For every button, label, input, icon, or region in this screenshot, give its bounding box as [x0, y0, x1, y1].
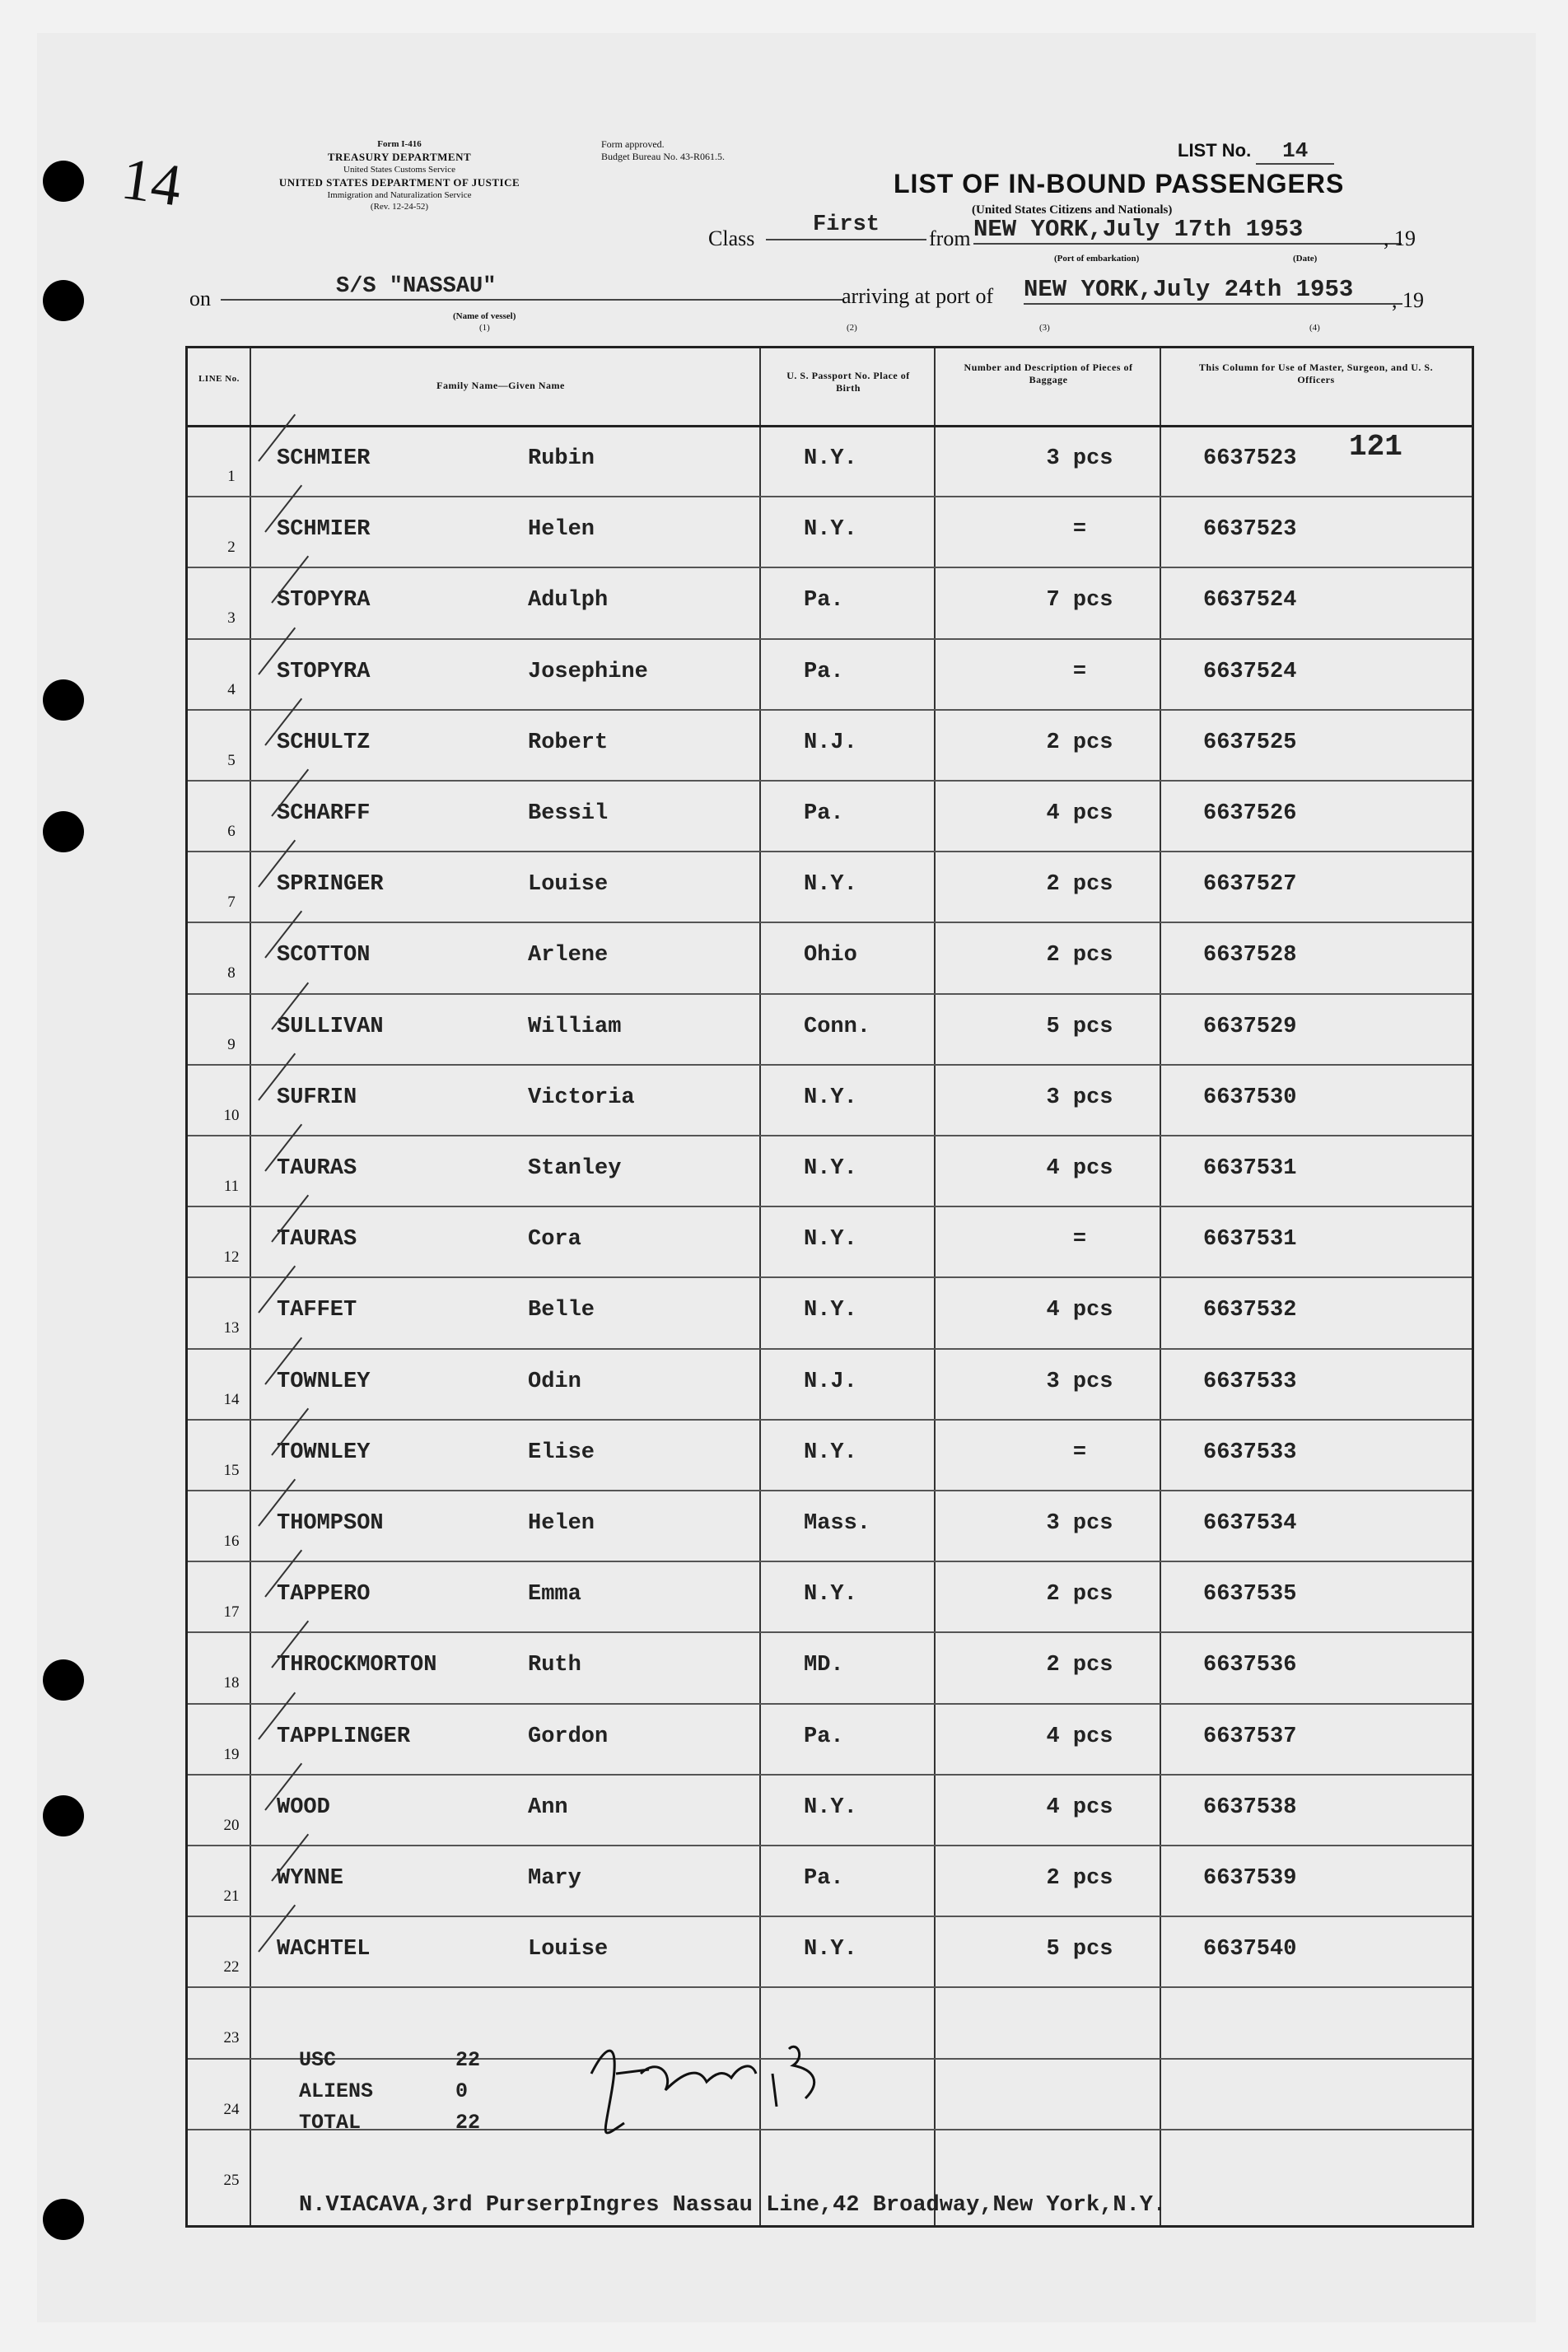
- baggage-pieces: 3 pcs: [1046, 1085, 1113, 1110]
- class-value: First: [766, 212, 926, 240]
- given-name: Arlene: [528, 943, 609, 968]
- table-row: [188, 567, 1472, 637]
- totals-block: [299, 2045, 480, 2139]
- baggage-pieces: 3 pcs: [1046, 446, 1113, 471]
- arriving-label: arriving at port of: [842, 284, 994, 308]
- officer-number: 6637524: [1203, 588, 1297, 614]
- vessel-caption-num: (1): [479, 323, 490, 333]
- place-of-birth: Conn.: [804, 1014, 871, 1039]
- embark-value: NEW YORK,July 17th 1953: [973, 216, 1402, 245]
- table-row: [188, 1703, 1472, 1774]
- punch-hole: [43, 1659, 84, 1701]
- punch-hole: [43, 161, 84, 202]
- caption-2: (2): [847, 323, 857, 333]
- line-number: 8: [227, 964, 236, 982]
- budget-text: Budget Bureau No. 43-R061.5.: [601, 151, 725, 162]
- line-number: 25: [223, 2171, 240, 2189]
- col-head-baggage: Number and Description of Pieces of Baggage: [964, 362, 1133, 385]
- family-name: SCOTTON: [277, 943, 371, 968]
- officer-number: 6637530: [1203, 1085, 1297, 1110]
- officer-number: 6637534: [1203, 1511, 1297, 1536]
- given-name: Belle: [528, 1298, 595, 1323]
- on-label: on: [189, 287, 211, 310]
- officer-number: 6637533: [1203, 1369, 1297, 1394]
- line-number: 12: [223, 1248, 240, 1267]
- officer-number: 6637531: [1203, 1156, 1297, 1181]
- place-of-birth: Mass.: [804, 1511, 871, 1536]
- place-of-birth: Pa.: [804, 659, 844, 684]
- line-number: 2: [227, 539, 236, 557]
- line-number: 5: [227, 751, 236, 769]
- officer-number: 6637531: [1203, 1227, 1297, 1253]
- family-name: THOMPSON: [277, 1511, 384, 1536]
- place-of-birth: N.Y.: [804, 1582, 857, 1608]
- list-no-label: LIST No.: [1178, 140, 1252, 161]
- col-head-passport: U. S. Passport No. Place of Birth: [786, 370, 910, 394]
- given-name: Adulph: [528, 588, 609, 614]
- table-row: [188, 1419, 1472, 1490]
- line-number: 24: [223, 2100, 240, 2118]
- handwritten-list-ref: 14: [117, 145, 186, 219]
- vessel-caption: (Name of vessel): [453, 311, 516, 321]
- vessel-value: S/S "NASSAU": [221, 274, 842, 301]
- officer-number: 6637523: [1203, 446, 1297, 471]
- place-of-birth: N.Y.: [804, 1156, 857, 1181]
- line-number: 11: [223, 1178, 240, 1195]
- punch-hole: [43, 1795, 84, 1836]
- baggage-pieces: =: [1072, 1440, 1087, 1465]
- officer-number: 6637528: [1203, 943, 1297, 968]
- place-of-birth: Ohio: [804, 943, 857, 968]
- place-of-birth: N.Y.: [804, 1440, 857, 1465]
- officer-number: 6637524: [1203, 659, 1297, 684]
- table-row: [188, 638, 1472, 709]
- table-row: [188, 1916, 1472, 1986]
- place-of-birth: Pa.: [804, 801, 844, 826]
- baggage-pieces: 3 pcs: [1046, 1511, 1113, 1536]
- officer-number: 6637523: [1203, 517, 1297, 543]
- place-of-birth: N.Y.: [804, 446, 857, 471]
- line-number: 4: [227, 680, 236, 698]
- table-row: [188, 1276, 1472, 1347]
- baggage-pieces: 4 pcs: [1046, 1156, 1113, 1181]
- table-row: [188, 709, 1472, 780]
- officer-number: 6637540: [1203, 1937, 1297, 1962]
- family-name: TAFFET: [277, 1298, 357, 1323]
- line-number: 23: [223, 2029, 240, 2047]
- caption-4: (4): [1309, 323, 1320, 333]
- officer-number: 6637536: [1203, 1653, 1297, 1678]
- line-number: 18: [223, 1674, 240, 1692]
- family-name: SCHULTZ: [277, 730, 371, 755]
- table-row: [188, 1064, 1472, 1135]
- place-of-birth: N.Y.: [804, 1794, 857, 1820]
- family-name: SULLIVAN: [277, 1014, 384, 1039]
- line-number: 17: [223, 1603, 240, 1622]
- line-number: 21: [223, 1888, 240, 1905]
- officer-number: 6637532: [1203, 1298, 1297, 1323]
- officer-number: 6637539: [1203, 1866, 1297, 1891]
- place-of-birth: N.Y.: [804, 1298, 857, 1323]
- given-name: Louise: [528, 872, 609, 898]
- justice-dept: UNITED STATES DEPARTMENT OF JUSTICE: [278, 176, 520, 189]
- family-name: SCHMIER: [277, 446, 371, 471]
- footer-line: N.VIACAVA,3rd PurserpIngres Nassau Line,42 Broadway,New York,N.Y.: [299, 2193, 1167, 2218]
- baggage-pieces: 2 pcs: [1046, 730, 1113, 755]
- passenger-table: [185, 346, 1474, 2228]
- line-number: 9: [227, 1035, 236, 1053]
- class-label: Class: [708, 226, 755, 250]
- given-name: William: [528, 1014, 622, 1039]
- form-header: [210, 138, 589, 212]
- officer-number: 6637538: [1203, 1794, 1297, 1820]
- given-name: Helen: [528, 1511, 595, 1536]
- line-number: 20: [223, 1816, 240, 1834]
- revision: (Rev. 12-24-52): [370, 202, 429, 212]
- totals-total: TOTAL 22: [299, 2111, 481, 2135]
- family-name: TAPPLINGER: [277, 1724, 411, 1749]
- given-name: Emma: [528, 1582, 581, 1608]
- list-number: [1178, 138, 1334, 165]
- family-name: WYNNE: [277, 1866, 344, 1891]
- arrival-year-suffix: , 19: [1392, 288, 1424, 312]
- given-name: Helen: [528, 517, 595, 543]
- place-of-birth: N.Y.: [804, 517, 857, 543]
- given-name: Bessil: [528, 801, 609, 826]
- baggage-pieces: 2 pcs: [1046, 872, 1113, 898]
- date-caption: (Date): [1293, 254, 1318, 264]
- table-row: [188, 851, 1472, 922]
- port-caption: (Port of embarkation): [1054, 254, 1140, 264]
- officer-number: 6637526: [1203, 801, 1297, 826]
- given-name: Elise: [528, 1440, 595, 1465]
- line-number: 6: [227, 823, 236, 840]
- from-label: from: [929, 226, 971, 250]
- given-name: Ann: [528, 1794, 568, 1820]
- given-name: Odin: [528, 1369, 581, 1394]
- family-name: TAPPERO: [277, 1582, 371, 1608]
- family-name: SPRINGER: [277, 872, 384, 898]
- given-name: Cora: [528, 1227, 581, 1253]
- table-row: [188, 1490, 1472, 1561]
- ins-service: Immigration and Naturalization Service: [327, 190, 472, 200]
- table-row: [188, 1845, 1472, 1916]
- baggage-pieces: =: [1072, 1227, 1087, 1253]
- officer-mark: 121: [1349, 430, 1402, 464]
- punch-hole: [43, 2199, 84, 2240]
- given-name: Ruth: [528, 1653, 581, 1678]
- baggage-pieces: 2 pcs: [1046, 943, 1113, 968]
- punch-hole: [43, 280, 84, 321]
- totals-usc: USC 22: [299, 2048, 481, 2072]
- line-number: 13: [223, 1319, 240, 1337]
- table-row: [188, 1774, 1472, 1845]
- given-name: Robert: [528, 730, 609, 755]
- line-number: 15: [223, 1461, 240, 1479]
- officer-number: 6637533: [1203, 1440, 1297, 1465]
- place-of-birth: N.Y.: [804, 1085, 857, 1110]
- signature: [575, 2024, 838, 2148]
- given-name: Josephine: [528, 659, 648, 684]
- line-number: 3: [227, 609, 236, 628]
- table-row: [188, 780, 1472, 851]
- line-number: 7: [227, 894, 236, 912]
- line-number: 14: [223, 1390, 240, 1408]
- form-number: Form I-416: [377, 139, 422, 149]
- baggage-pieces: 4 pcs: [1046, 1298, 1113, 1323]
- family-name: TOWNLEY: [277, 1369, 371, 1394]
- table-row: [188, 993, 1472, 1064]
- table-row: [188, 425, 1472, 496]
- officer-number: 6637537: [1203, 1724, 1297, 1749]
- baggage-pieces: 7 pcs: [1046, 588, 1113, 614]
- place-of-birth: Pa.: [804, 588, 844, 614]
- given-name: Mary: [528, 1866, 581, 1891]
- family-name: SCHARFF: [277, 801, 371, 826]
- place-of-birth: Pa.: [804, 1866, 844, 1891]
- family-name: TOWNLEY: [277, 1440, 371, 1465]
- given-name: Gordon: [528, 1724, 609, 1749]
- place-of-birth: N.J.: [804, 1369, 857, 1394]
- place-of-birth: N.Y.: [804, 872, 857, 898]
- given-name: Rubin: [528, 446, 595, 471]
- line-number: 10: [223, 1106, 240, 1124]
- totals-aliens: ALIENS 0: [299, 2079, 469, 2103]
- caption-3: (3): [1039, 323, 1050, 333]
- family-name: WOOD: [277, 1794, 330, 1820]
- baggage-pieces: =: [1072, 659, 1087, 684]
- baggage-pieces: 2 pcs: [1046, 1866, 1113, 1891]
- family-name: TAURAS: [277, 1156, 357, 1181]
- subtitle: (United States Citizens and Nationals): [972, 203, 1173, 217]
- form-approval: [601, 138, 832, 163]
- line-number: 1: [227, 468, 236, 485]
- baggage-pieces: 2 pcs: [1046, 1653, 1113, 1678]
- officer-number: 6637529: [1203, 1014, 1297, 1039]
- table-row: [188, 1348, 1472, 1419]
- place-of-birth: Pa.: [804, 1724, 844, 1749]
- table-row: [188, 1561, 1472, 1631]
- line-number: 22: [223, 1958, 240, 1976]
- col-head-line: LINE No.: [198, 374, 240, 384]
- from-year-suffix: , 19: [1384, 226, 1416, 250]
- officer-number: 6637535: [1203, 1582, 1297, 1608]
- baggage-pieces: 4 pcs: [1046, 801, 1113, 826]
- arrival-value: NEW YORK,July 24th 1953: [1024, 276, 1402, 305]
- punch-hole: [43, 811, 84, 852]
- family-name: WACHTEL: [277, 1937, 371, 1962]
- place-of-birth: N.J.: [804, 730, 857, 755]
- punch-hole: [43, 679, 84, 721]
- table-row: [188, 1135, 1472, 1206]
- officer-number: 6637527: [1203, 872, 1297, 898]
- baggage-pieces: 5 pcs: [1046, 1937, 1113, 1962]
- baggage-pieces: 4 pcs: [1046, 1794, 1113, 1820]
- table-row: [188, 1631, 1472, 1702]
- family-name: SUFRIN: [277, 1085, 357, 1110]
- treasury-dept: TREASURY DEPARTMENT: [327, 151, 472, 163]
- table-row: [188, 1206, 1472, 1276]
- baggage-pieces: =: [1072, 517, 1087, 543]
- officer-number: 6637525: [1203, 730, 1297, 755]
- given-name: Stanley: [528, 1156, 622, 1181]
- place-of-birth: N.Y.: [804, 1227, 857, 1253]
- family-name: TAURAS: [277, 1227, 357, 1253]
- col-head-name: Family Name—Given Name: [436, 380, 565, 391]
- approved-text: Form approved.: [601, 138, 665, 150]
- given-name: Victoria: [528, 1085, 635, 1110]
- list-no-value: 14: [1256, 138, 1334, 165]
- baggage-pieces: 4 pcs: [1046, 1724, 1113, 1749]
- line-number: 19: [223, 1745, 240, 1763]
- col-head-officers: This Column for Use of Master, Surgeon, and U. S. Officers: [1198, 362, 1434, 385]
- customs-service: United States Customs Service: [343, 165, 455, 175]
- table-row: [188, 496, 1472, 567]
- baggage-pieces: 2 pcs: [1046, 1582, 1113, 1608]
- family-name: STOPYRA: [277, 659, 371, 684]
- given-name: Louise: [528, 1937, 609, 1962]
- baggage-pieces: 3 pcs: [1046, 1369, 1113, 1394]
- table-row: [188, 922, 1472, 992]
- baggage-pieces: 5 pcs: [1046, 1014, 1113, 1039]
- family-name: STOPYRA: [277, 588, 371, 614]
- document-title: LIST OF IN-BOUND PASSENGERS: [894, 169, 1345, 198]
- place-of-birth: N.Y.: [804, 1937, 857, 1962]
- place-of-birth: MD.: [804, 1653, 844, 1678]
- family-name: SCHMIER: [277, 517, 371, 543]
- line-number: 16: [223, 1533, 240, 1550]
- family-name: THROCKMORTON: [277, 1653, 437, 1678]
